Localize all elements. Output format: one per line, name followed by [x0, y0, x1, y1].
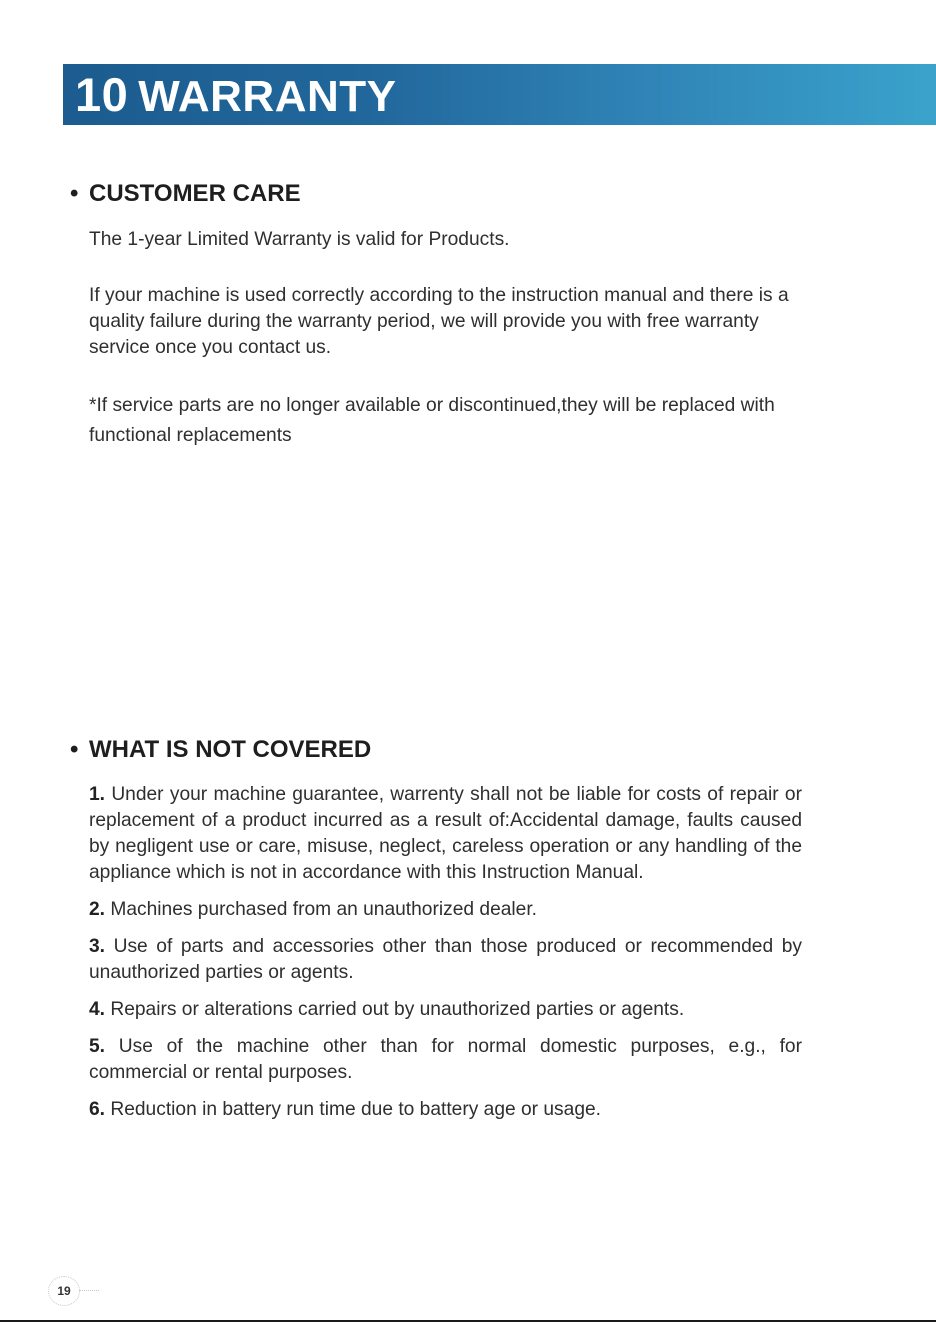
list-item-number: 5.	[89, 1036, 106, 1057]
bullet-icon: •	[70, 180, 79, 207]
section-title: WARRANTY	[138, 72, 397, 121]
page-number: 19	[48, 1276, 80, 1306]
section-number: 10	[75, 68, 129, 121]
not-covered-section	[70, 736, 802, 1123]
list-item	[70, 934, 802, 986]
section-banner	[63, 64, 936, 125]
list-item	[70, 1034, 802, 1086]
customer-care-footnote: *If service parts are no longer available or discontinued,they will be replaced with functional replacements	[89, 395, 775, 446]
list-item	[70, 782, 802, 886]
list-item-text: Use of the machine other than for normal domestic purposes, e.g., for commercial or rental purposes.	[89, 1036, 802, 1083]
list-item-text: Machines purchased from an unauthorized dealer.	[110, 899, 538, 920]
list-item	[70, 997, 802, 1023]
customer-care-paragraph: If your machine is used correctly according to the instruction manual and there is a quality failure during the warranty period, we will provide you with free warranty service once you contact us.	[89, 285, 789, 358]
list-item-text: Use of parts and accessories other than those produced or recommended by unauthorized parties or agents.	[89, 936, 802, 983]
exclusions-list	[70, 782, 802, 1123]
customer-care-heading	[70, 180, 810, 208]
list-item-text: Reduction in battery run time due to battery age or usage.	[110, 1099, 601, 1120]
list-item-number: 1.	[89, 784, 106, 805]
page-number-dots	[79, 1290, 99, 1291]
bullet-icon: •	[70, 736, 79, 763]
bottom-rule	[0, 1320, 936, 1322]
list-item	[70, 1097, 802, 1123]
list-item-text: Repairs or alterations carried out by unauthorized parties or agents.	[110, 999, 685, 1020]
list-item-number: 3.	[89, 936, 106, 957]
list-item-number: 4.	[89, 999, 106, 1020]
customer-care-paragraph: The 1-year Limited Warranty is valid for Products.	[89, 229, 510, 250]
list-item-number: 6.	[89, 1099, 106, 1120]
list-item	[70, 897, 802, 923]
customer-care-heading-text: CUSTOMER CARE	[89, 180, 301, 207]
customer-care-section	[70, 180, 810, 451]
not-covered-heading	[70, 736, 802, 764]
list-item-text: Under your machine guarantee, warrenty shall not be liable for costs of repair or replacement of a product incurred as a result of:Accidental damage, faults caused by negligent use or care, misuse, neglect, careless operation or any handling of the appliance which is not in accordance with this Instruction Manual.	[89, 784, 802, 883]
page-title	[75, 70, 396, 122]
list-item-number: 2.	[89, 899, 106, 920]
not-covered-heading-text: WHAT IS NOT COVERED	[89, 736, 372, 763]
